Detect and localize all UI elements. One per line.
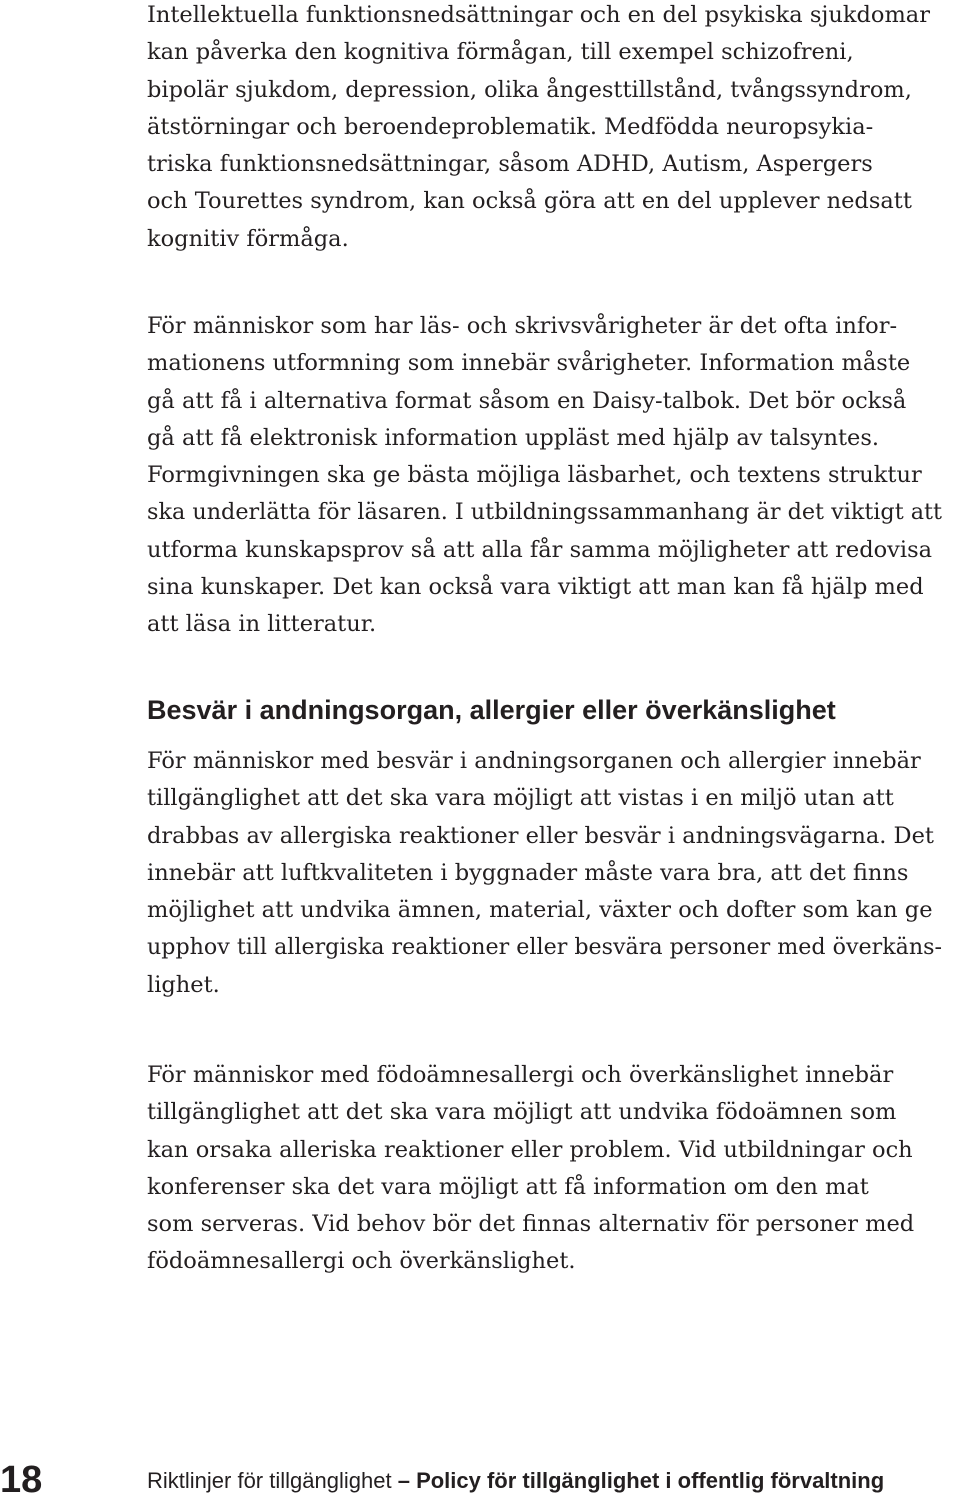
text-line: upphov till allergiska reaktioner eller besvära personer med överkäns- xyxy=(147,934,943,961)
text-line: För människor med födoämnesallergi och överkänslighet innebär xyxy=(147,1062,894,1088)
text-line: drabbas av allergiska reaktioner eller besvär i andningsvägarna. Det xyxy=(147,822,934,849)
page-number: 18 xyxy=(0,1459,43,1501)
text-line: gå att få i alternativa format såsom en Daisy-talbok. Det bör också xyxy=(147,387,907,414)
text-line: utforma kunskapsprov så att alla får samma möjligheter att redovisa xyxy=(147,536,933,563)
body-paragraph-cognitive xyxy=(147,0,937,258)
section-heading: Besvär i andningsorgan, allergier eller överkänslighet xyxy=(147,695,836,725)
text-line: triska funktionsnedsättningar, såsom ADHD, Autism, Aspergers xyxy=(147,151,873,178)
text-line: gå att få elektronisk information uppläst med hjälp av talsyntes. xyxy=(147,424,880,451)
text-line: bipolär sjukdom, depression, olika ångesttillstånd, tvångssyndrom, xyxy=(147,76,912,103)
text-line: mationens utformning som innebär svårigheter. Information måste xyxy=(147,350,911,377)
text-line: sina kunskaper. Det kan också vara viktigt att man kan få hjälp med xyxy=(147,574,924,601)
text-line: kan orsaka alleriska reaktioner eller problem. Vid utbildningar och xyxy=(147,1136,913,1163)
footer-section-title: Policy för tillgänglighet i offentlig förvaltning xyxy=(416,1468,885,1493)
text-line: kognitiv förmåga. xyxy=(147,225,349,252)
text-line: lighet. xyxy=(147,971,220,998)
text-line: För människor som har läs- och skrivsvårigheter är det ofta infor- xyxy=(147,313,898,339)
text-line: födoämnesallergi och överkänslighet. xyxy=(147,1248,576,1275)
text-line: tillgänglighet att det ska vara möjligt att vistas i en miljö utan att xyxy=(147,785,894,812)
text-line: som serveras. Vid behov bör det finnas alternativ för personer med xyxy=(147,1211,915,1238)
footer-running-title xyxy=(147,1465,884,1497)
text-line: tillgänglighet att det ska vara möjligt att undvika födoämnen som xyxy=(147,1099,897,1126)
text-line: konferenser ska det vara möjligt att få information om den mat xyxy=(147,1173,869,1200)
text-line: och Tourettes syndrom, kan också göra att en del upplever nedsatt xyxy=(147,188,912,215)
text-line: Formgivningen ska ge bästa möjliga läsbarhet, och textens struktur xyxy=(147,462,922,489)
body-paragraph-reading xyxy=(147,308,942,644)
footer-document-title: Riktlinjer för tillgänglighet xyxy=(147,1468,392,1493)
body-paragraph-food-allergy xyxy=(147,1057,937,1281)
text-line: innebär att luftkvaliteten i byggnader måste vara bra, att det finns xyxy=(147,859,909,886)
text-line: möjlighet att undvika ämnen, material, växter och dofter som kan ge xyxy=(147,897,933,924)
text-line: ska underlätta för läsaren. I utbildningssammanhang är det viktigt att xyxy=(147,499,942,526)
text-line: Intellektuella funktionsnedsättningar och en del psykiska sjukdomar xyxy=(147,2,930,28)
body-paragraph-allergies xyxy=(147,743,943,1004)
text-line: ätstörningar och beroendeproblematik. Medfödda neuropsykia- xyxy=(147,113,874,140)
text-line: kan påverka den kognitiva förmågan, till exempel schizofreni, xyxy=(147,39,854,66)
text-line: För människor med besvär i andningsorganen och allergier innebär xyxy=(147,748,921,774)
text-line: att läsa in litteratur. xyxy=(147,611,377,638)
footer-separator: – xyxy=(397,1468,410,1493)
